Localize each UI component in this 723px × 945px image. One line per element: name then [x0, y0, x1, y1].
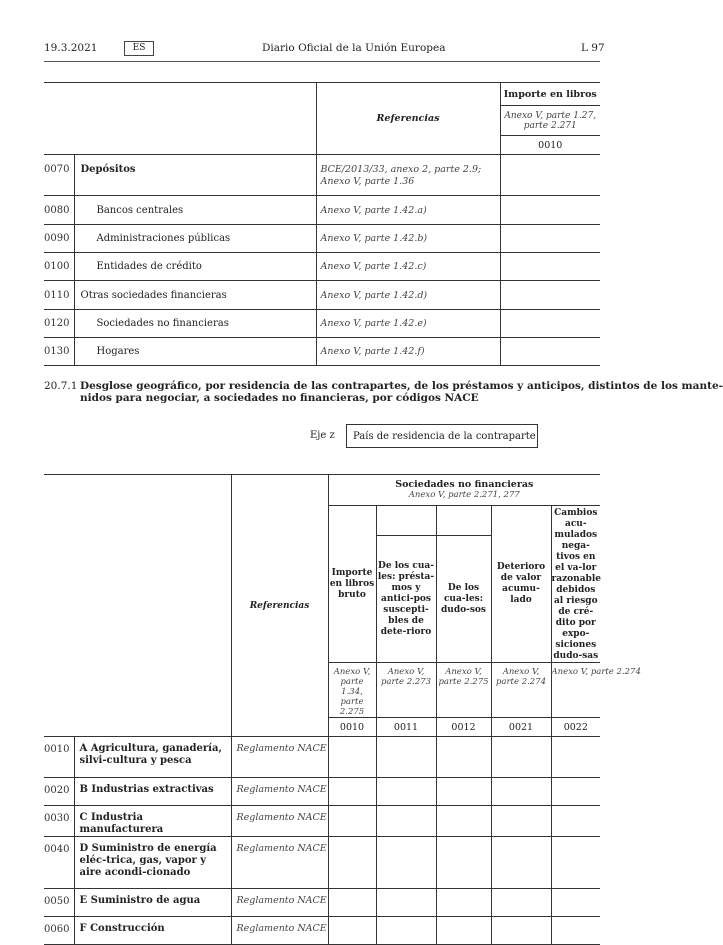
col-subgroup-cell	[376, 506, 436, 536]
section-title-line2: nidos para negociar, a sociedades no financieras, por códigos NACE	[80, 392, 479, 404]
row-label: Administraciones públicas	[74, 225, 316, 253]
value-cell[interactable]	[551, 806, 600, 837]
row-reference: Anexo V, parte 1.42.b)	[316, 225, 500, 253]
group-header	[328, 475, 600, 506]
row-value-cell[interactable]	[500, 338, 600, 366]
col-header-impairable: De los cua-les: présta-mos y antici-pos suscepti-bles de dete-rioro	[376, 536, 436, 663]
col-ref: Anexo V, parte 2.275	[436, 663, 491, 718]
value-cell[interactable]	[328, 806, 376, 837]
table1-amount-header: Importe en libros	[500, 83, 600, 106]
value-cell[interactable]	[491, 837, 551, 889]
col-code: 0010	[328, 718, 376, 737]
row-label: Bancos centrales	[74, 196, 316, 225]
value-cell[interactable]	[376, 778, 436, 806]
value-cell[interactable]	[436, 806, 491, 837]
row-label: Depósitos	[74, 155, 316, 196]
nace-breakdown-table	[44, 474, 641, 945]
row-value-cell[interactable]	[500, 253, 600, 281]
row-value-cell[interactable]	[500, 225, 600, 253]
value-cell[interactable]	[436, 889, 491, 917]
table-row	[44, 310, 600, 338]
row-label: A Agricultura, ganadería, silvi-cultura y pesca	[74, 737, 231, 778]
row-label: C Industria manufacturera	[74, 806, 231, 837]
group-title: Sociedades no financieras	[395, 479, 534, 490]
row-reference: Reglamento NACE	[231, 778, 328, 806]
row-code: 0050	[44, 889, 74, 917]
col-ref: Anexo V, parte 2.274	[491, 663, 551, 718]
table1-references-header: Referencias	[316, 83, 500, 155]
table-row	[44, 338, 600, 366]
row-value-cell[interactable]	[500, 155, 600, 196]
col-code: 0021	[491, 718, 551, 737]
row-code: 0030	[44, 806, 74, 837]
table-row	[44, 837, 600, 889]
value-cell[interactable]	[376, 837, 436, 889]
col-ref: Anexo V, parte 2.273	[376, 663, 436, 718]
row-label: Otras sociedades financieras	[74, 281, 316, 310]
table-row	[44, 281, 600, 310]
table2-corner	[44, 475, 231, 737]
value-cell[interactable]	[328, 778, 376, 806]
value-cell[interactable]	[491, 778, 551, 806]
row-code: 0010	[44, 737, 74, 778]
col-ref: Anexo V, parte 1.34, parte 2.275	[328, 663, 376, 718]
table-row	[44, 155, 600, 196]
row-reference: Reglamento NACE	[231, 889, 328, 917]
value-cell[interactable]	[436, 778, 491, 806]
value-cell[interactable]	[491, 737, 551, 778]
col-header-doubtful: De los cua-les: dudo-sos	[436, 536, 491, 663]
value-cell[interactable]	[376, 889, 436, 917]
table-row	[44, 778, 600, 806]
row-code: 0120	[44, 310, 74, 338]
value-cell[interactable]	[551, 889, 600, 917]
col-header-impairment: Deterioro de valor acumu-lado	[491, 506, 551, 663]
col-ref: Anexo V, parte 2.274	[551, 663, 600, 718]
row-value-cell[interactable]	[500, 310, 600, 338]
row-label: F Construcción	[74, 917, 231, 945]
axis-label: Eje z	[310, 430, 335, 441]
axis-selector[interactable]: País de residencia de la contraparte	[346, 424, 538, 448]
value-cell[interactable]	[551, 737, 600, 778]
row-reference: Anexo V, parte 1.42.a)	[316, 196, 500, 225]
value-cell[interactable]	[491, 806, 551, 837]
row-reference: Reglamento NACE	[231, 737, 328, 778]
table1-column-code: 0010	[500, 136, 600, 155]
table-row	[44, 917, 600, 945]
row-label: Sociedades no financieras	[74, 310, 316, 338]
value-cell[interactable]	[436, 737, 491, 778]
row-value-cell[interactable]	[500, 281, 600, 310]
row-code: 0090	[44, 225, 74, 253]
value-cell[interactable]	[376, 806, 436, 837]
col-subgroup-cell	[436, 506, 491, 536]
table1-corner	[44, 83, 316, 155]
row-code: 0130	[44, 338, 74, 366]
value-cell[interactable]	[328, 837, 376, 889]
page-number: L 97	[581, 42, 605, 54]
row-value-cell[interactable]	[500, 196, 600, 225]
header-rule	[44, 61, 600, 62]
table-row	[44, 225, 600, 253]
row-label: E Suministro de agua	[74, 889, 231, 917]
row-reference: Reglamento NACE	[231, 837, 328, 889]
value-cell[interactable]	[551, 778, 600, 806]
group-reference: Anexo V, parte 2.271, 277	[408, 490, 520, 500]
row-label: B Industrias extractivas	[74, 778, 231, 806]
row-reference: Reglamento NACE	[231, 806, 328, 837]
row-reference: Anexo V, parte 1.42.f)	[316, 338, 500, 366]
value-cell[interactable]	[491, 917, 551, 945]
header-date: 19.3.2021	[44, 42, 98, 54]
col-header-gross: Importe en libros bruto	[328, 506, 376, 663]
table-row	[44, 806, 600, 837]
value-cell[interactable]	[551, 837, 600, 889]
row-code: 0070	[44, 155, 74, 196]
row-code: 0110	[44, 281, 74, 310]
row-reference: Anexo V, parte 1.42.c)	[316, 253, 500, 281]
table1-amount-ref: Anexo V, parte 1.27, parte 2.271	[500, 106, 600, 136]
table-row	[44, 196, 600, 225]
row-reference: BCE/2013/33, anexo 2, parte 2.9; Anexo V, parte 1.36	[316, 155, 500, 196]
row-reference: Reglamento NACE	[231, 917, 328, 945]
row-code: 0040	[44, 837, 74, 889]
row-code: 0080	[44, 196, 74, 225]
section-number: 20.7.1	[44, 380, 78, 392]
section-title-line1: Desglose geográfico, por residencia de las contrapartes, de los préstamos y anticipos, distintos de los mante-	[80, 380, 723, 392]
value-cell[interactable]	[436, 917, 491, 945]
table-row	[44, 737, 600, 778]
row-code: 0060	[44, 917, 74, 945]
table-row	[44, 253, 600, 281]
row-label: Entidades de crédito	[74, 253, 316, 281]
table-row	[44, 889, 600, 917]
col-code: 0012	[436, 718, 491, 737]
row-code: 0100	[44, 253, 74, 281]
value-cell[interactable]	[376, 917, 436, 945]
deposits-table	[44, 82, 600, 366]
journal-title: Diario Oficial de la Unión Europea	[262, 42, 446, 54]
row-label: Hogares	[74, 338, 316, 366]
col-code: 0011	[376, 718, 436, 737]
col-header-fair-value: Cambios acu-mulados nega-tivos en el va-lor razonable debidos al riesgo de cré-dito por expo-siciones dudo-sas	[551, 506, 600, 663]
value-cell[interactable]	[551, 917, 600, 945]
row-label: D Suministro de energía eléc-trica, gas, vapor y aire acondi-cionado	[74, 837, 231, 889]
value-cell[interactable]	[376, 737, 436, 778]
language-badge: ES	[124, 41, 154, 56]
row-reference: Anexo V, parte 1.42.d)	[316, 281, 500, 310]
table2-references-header: Referencias	[231, 475, 328, 737]
value-cell[interactable]	[491, 889, 551, 917]
value-cell[interactable]	[328, 889, 376, 917]
value-cell[interactable]	[328, 917, 376, 945]
value-cell[interactable]	[328, 737, 376, 778]
row-code: 0020	[44, 778, 74, 806]
col-code: 0022	[551, 718, 600, 737]
row-reference: Anexo V, parte 1.42.e)	[316, 310, 500, 338]
value-cell[interactable]	[436, 837, 491, 889]
